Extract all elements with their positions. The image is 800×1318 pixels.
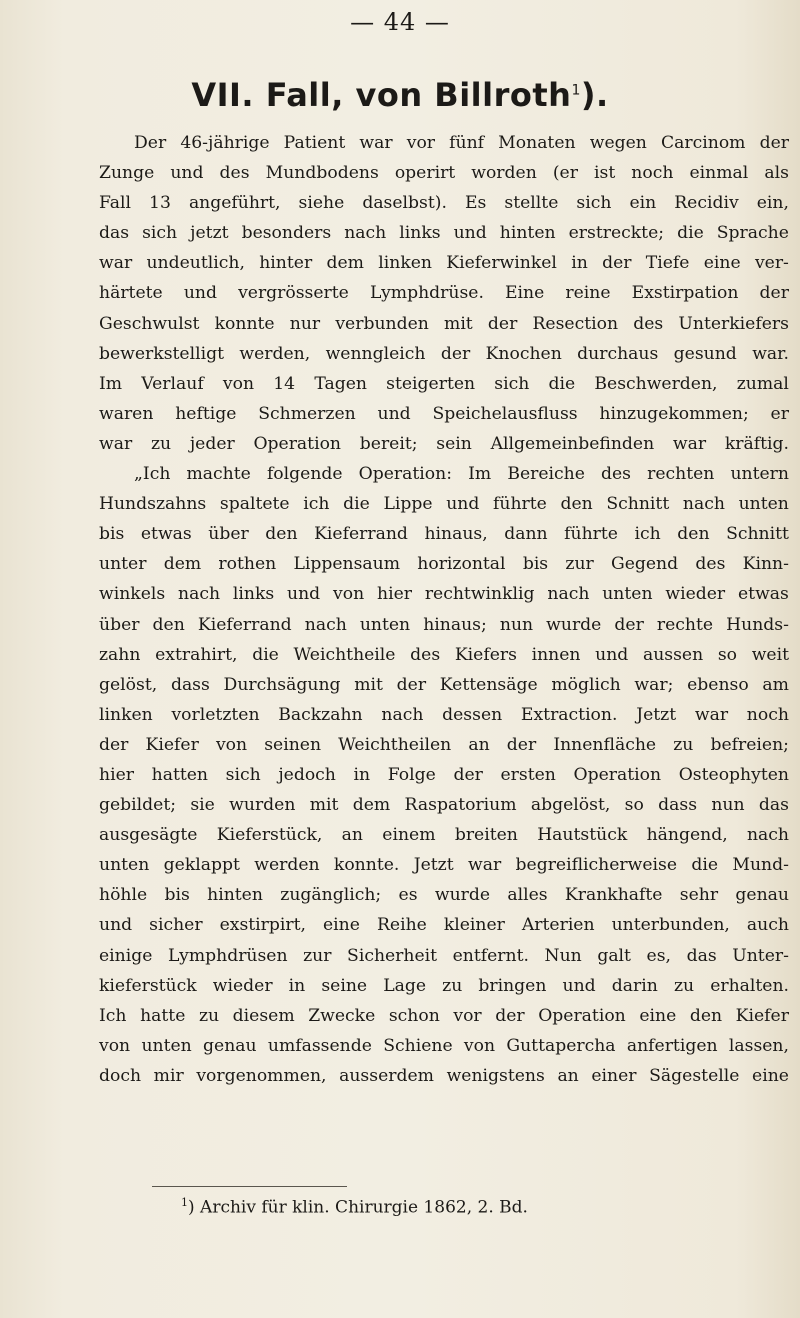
text-line: hier hatten sich jedoch in Folge der ersten Operation Osteophyten — [99, 764, 789, 785]
text-line: bewerkstelligt werden, wenngleich der Knochen durchaus gesund war. — [99, 343, 789, 364]
heading-suffix: ). — [580, 76, 609, 114]
text-line: das sich jetzt besonders nach links und hinten erstreckte; die Sprache — [99, 223, 789, 244]
text-line: der Kiefer von seinen Weichtheilen an der Innenfläche zu befreien; — [99, 734, 789, 755]
heading-text: VII. Fall, von Billroth — [191, 76, 572, 114]
text-line: unten geklappt werden konnte. Jetzt war begreiflicherweise die Mund- — [99, 855, 789, 876]
text-line: von unten genau umfassende Schiene von Guttapercha anfertigen lassen, — [99, 1035, 789, 1056]
text-line: Geschwulst konnte nur verbunden mit der Resection des Unterkiefers — [99, 313, 789, 334]
text-line: winkels nach links und von hier rechtwinklig nach unten wieder etwas — [99, 584, 789, 605]
footnote — [181, 1196, 528, 1218]
text-line: einige Lymphdrüsen zur Sicherheit entfernt. Nun galt es, das Unter- — [99, 945, 789, 966]
text-line: über den Kieferrand nach unten hinaus; nun wurde der rechte Hunds- — [99, 614, 789, 635]
text-line: doch mir vorgenommen, ausserdem wenigstens an einer Sägestelle eine — [99, 1065, 789, 1086]
body-text — [99, 128, 789, 1091]
footnote-text: ) Archiv für klin. Chirurgie 1862, 2. Bd. — [188, 1197, 528, 1218]
section-heading — [0, 76, 800, 114]
text-line: Zunge und des Mundbodens operirt worden (er ist noch einmal als — [99, 163, 789, 184]
text-line: war zu jeder Operation bereit; sein Allgemeinbefinden war kräftig. — [99, 433, 789, 454]
text-line: Ich hatte zu diesem Zwecke schon vor der Operation eine den Kiefer — [99, 1005, 789, 1026]
text-line: unter dem rothen Lippensaum horizontal bis zur Gegend des Kinn- — [99, 554, 789, 575]
page-number: — 44 — — [350, 8, 450, 36]
text-line: waren heftige Schmerzen und Speichelausfluss hinzugekommen; er — [99, 403, 789, 424]
footnote-divider — [152, 1186, 347, 1187]
heading-footnote-ref: 1 — [571, 82, 581, 99]
text-line: Fall 13 angeführt, siehe daselbst). Es stellte sich ein Recidiv ein, — [99, 193, 789, 214]
text-line: und sicher exstirpirt, eine Reihe kleiner Arterien unterbunden, auch — [99, 915, 789, 936]
text-line: war undeutlich, hinter dem linken Kieferwinkel in der Tiefe eine ver- — [99, 253, 789, 274]
text-line: Hundszahns spaltete ich die Lippe und führte den Schnitt nach unten — [99, 494, 789, 515]
text-line: „Ich machte folgende Operation: Im Bereiche des rechten untern — [134, 464, 789, 485]
text-line: ausgesägte Kieferstück, an einem breiten Hautstück hängend, nach — [99, 825, 789, 846]
text-line: Der 46-jährige Patient war vor fünf Monaten wegen Carcinom der — [134, 133, 789, 153]
text-line: zahn extrahirt, die Weichtheile des Kiefers innen und aussen so weit — [99, 644, 789, 665]
footnote-marker: 1 — [181, 1196, 188, 1209]
text-line: kieferstück wieder in seine Lage zu bringen und darin zu erhalten. — [99, 975, 789, 996]
text-line: Im Verlauf von 14 Tagen steigerten sich die Beschwerden, zumal — [99, 373, 789, 394]
text-line: höhle bis hinten zugänglich; es wurde alles Krankhafte sehr genau — [99, 885, 789, 906]
text-line: härtete und vergrösserte Lymphdrüse. Eine reine Exstirpation der — [99, 283, 789, 304]
text-line: gebildet; sie wurden mit dem Raspatorium abgelöst, so dass nun das — [99, 795, 789, 816]
text-line: bis etwas über den Kieferrand hinaus, dann führte ich den Schnitt — [99, 524, 789, 545]
text-line: gelöst, dass Durchsägung mit der Kettensäge möglich war; ebenso am — [99, 674, 789, 695]
text-line: linken vorletzten Backzahn nach dessen Extraction. Jetzt war noch — [99, 704, 789, 725]
